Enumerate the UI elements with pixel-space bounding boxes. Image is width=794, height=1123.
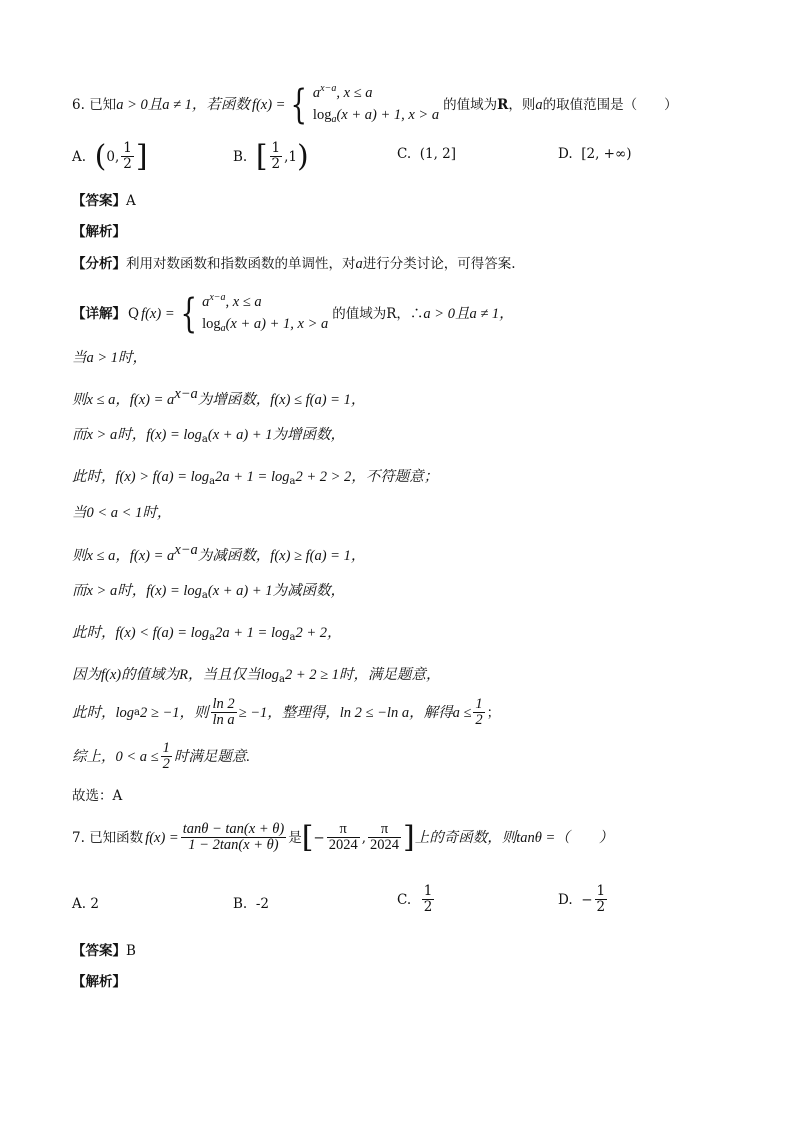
solution-line: 则x ≤ a，$f(x) = a^{x-a}$为增函数，f(x) ≤ f(a) = 1，: [72, 386, 366, 408]
q7-stem: 7. 已知函数 f(x) = $\frac{\tan\theta - \tan(x + \theta)}{1 - 2\tan(x + \theta)}$ 是 [ − $\frac{\pi}{2024}$ , $\frac{\pi}{2024}$ ] 上的奇函数，则tanθ =（ ）: [72, 819, 614, 855]
q7-option-a[interactable]: A. 2: [72, 896, 99, 912]
q6-analysis-tag: 【解析】: [72, 224, 126, 240]
solution-line: 而x > a时，$f(x) = \log_a(x + a) + 1$为增函数，: [72, 427, 346, 445]
solution-line: 当0 < a < 1时，: [72, 505, 172, 521]
q6-detail: 【详解】 Q f(x) = { $a^{x-a}$, x ≤ a $\log_a(x + a) + 1$, x > a 的值域为R，∴ a > 0且a ≠ 1，: [72, 290, 514, 337]
solution-line: 此时，$f(x) > f(a) = \log_a2a + 1 = \log_a2 + 2 > 2$，不符题意；: [72, 469, 439, 487]
q6-option-d[interactable]: D. [2, +∞): [558, 146, 632, 162]
q6-option-c[interactable]: C. (1, 2]: [397, 146, 457, 162]
q7-analysis-tag: 【解析】: [72, 974, 126, 990]
question-number: 7.: [72, 829, 85, 846]
piecewise-function: { $a^{x-a}$, x ≤ a $\log_a(x + a) + 1$, x > a: [290, 81, 440, 128]
q6-option-a[interactable]: A. ( 0, $\frac{1}{2}$ ]: [72, 138, 148, 174]
q7-option-c[interactable]: C. $\frac{1}{2}$: [397, 883, 433, 915]
q6-fenxi: 【分析】利用对数函数和指数函数的单调性，对a进行分类讨论，可得答案.: [72, 256, 516, 272]
solution-line: 而x > a时，$f(x) = \log_a(x + a) + 1$为减函数，: [72, 583, 346, 601]
solution-line: 故选：A: [72, 788, 123, 804]
solution-line: 综上，0 < a ≤ $\frac{1}{2}$ 时满足题意.: [72, 740, 250, 772]
function-label: f(x) =: [251, 96, 286, 113]
q7-option-d[interactable]: D. − $\frac{1}{2}$: [558, 883, 606, 915]
q6-option-b[interactable]: B. [ $\frac{1}{2}$ ,1 ): [233, 138, 309, 174]
q6-stem: 6. 已知 a > 0且a ≠ 1，若函数 f(x) = { $a^{x-a}$, x ≤ a $\log_a(x + a) + 1$, x > a 的值域为 R ，则 a 的取值范围是（ ）: [72, 78, 678, 131]
solution-line: 当a > 1时，: [72, 350, 148, 366]
question-number: 6.: [72, 96, 85, 113]
solution-line: 此时，$f(x) < f(a) = \log_a2a + 1 = \log_a2 + 2$，: [72, 625, 342, 643]
solution-line: 此时，log a 2 ≥ −1，则 $\frac{\ln 2}{\text{ln a}}$ ≥ −1，整理得，ln 2 ≤ −ln a，解得a ≤ $\frac{1}{2}$ ；: [72, 696, 501, 728]
q7-answer: 【答案】B: [72, 943, 136, 959]
solution-line: 因为f(x)的值域为R，当且仅当$\log_a2 + 2 \ge 1$时，满足题意，: [72, 667, 441, 685]
q6-answer: 【答案】A: [72, 193, 136, 209]
solution-line: 则x ≤ a，$f(x) = a^{x-a}$为减函数，f(x) ≥ f(a) = 1，: [72, 542, 366, 564]
q7-option-b[interactable]: B. -2: [233, 896, 269, 912]
